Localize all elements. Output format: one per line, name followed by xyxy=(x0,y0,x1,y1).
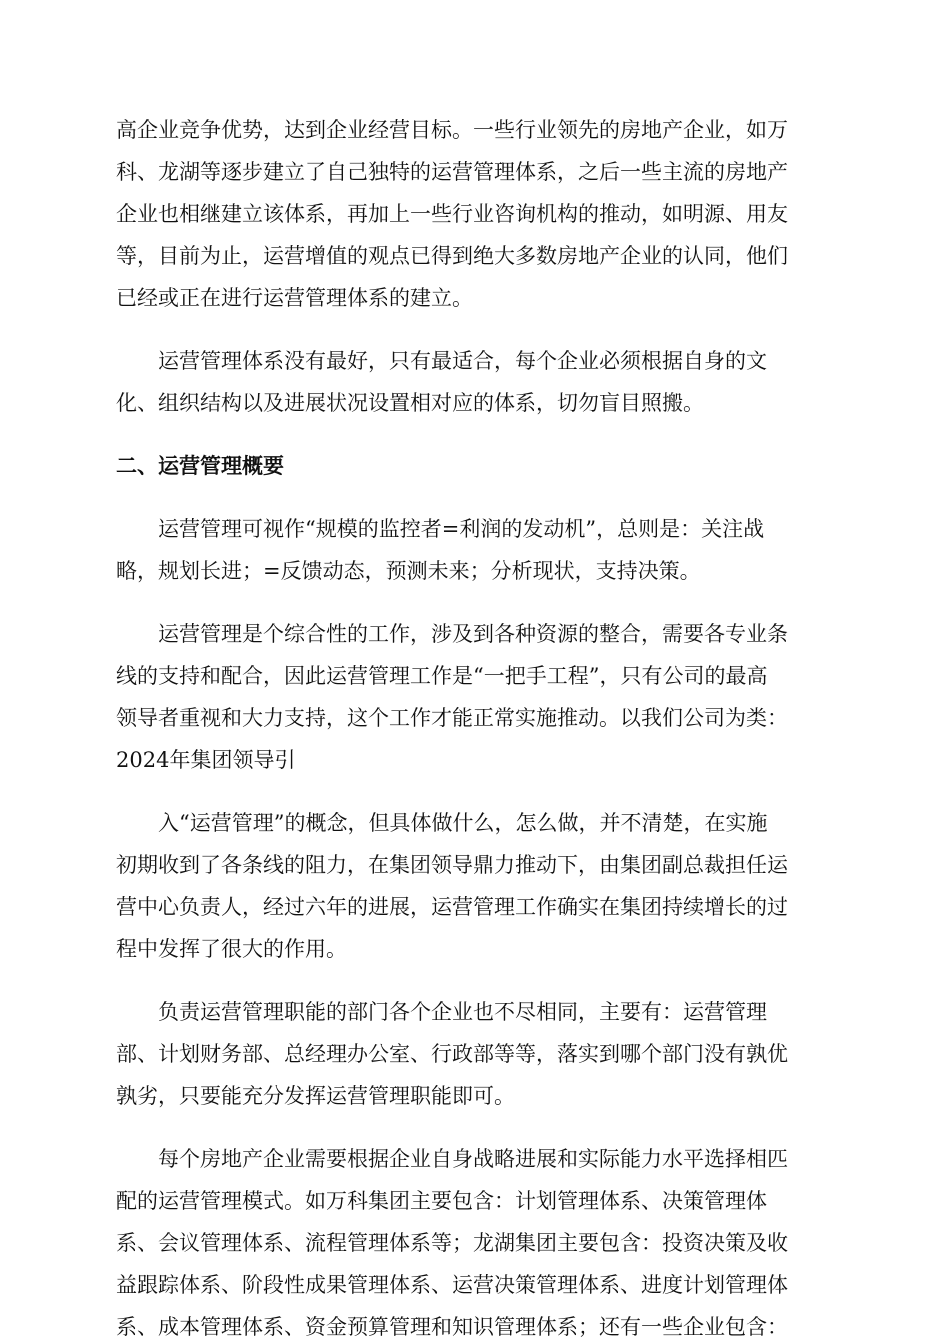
text-line: 已经或正在进行运营管理体系的建立。 xyxy=(116,286,473,310)
text-line: 化、组织结构以及进展状况设置相对应的体系，切勿盲目照搬。 xyxy=(116,391,704,415)
text-line: 2024年集团领导引 xyxy=(116,748,296,772)
text-line: 营中心负责人，经过六年的进展，运营管理工作确实在集团持续增长的过 xyxy=(116,895,788,919)
text-line: 科、龙湖等逐步建立了自己独特的运营管理体系，之后一些主流的房地产 xyxy=(116,160,788,184)
text-line: 企业也相继建立该体系，再加上一些行业咨询机构的推动，如明源、用友 xyxy=(116,202,788,226)
text-line: 系、成本管理体系、资金预算管理和知识管理体系；还有一些企业包含： xyxy=(116,1315,788,1339)
text-line: 运营管理可视作“规模的监控者=利润的发动机”，总则是：关注战 xyxy=(158,517,765,541)
text-line: 运营管理是个综合性的工作，涉及到各种资源的整合，需要各专业条 xyxy=(158,622,788,646)
text-line: 等，目前为止，运营增值的观点已得到绝大多数房地产企业的认同，他们 xyxy=(116,244,788,268)
text-line: 每个房地产企业需要根据企业自身战略进展和实际能力水平选择相匹 xyxy=(158,1147,788,1171)
text-line: 线的支持和配合，因此运营管理工作是“一把手工程”，只有公司的最高 xyxy=(116,664,768,688)
text-line: 程中发挥了很大的作用。 xyxy=(116,937,347,961)
text-line: 孰劣，只要能充分发挥运营管理职能即可。 xyxy=(116,1084,515,1108)
text-line: 入“运营管理”的概念，但具体做什么，怎么做，并不清楚，在实施 xyxy=(158,811,768,835)
text-line: 负责运营管理职能的部门各个企业也不尽相同，主要有：运营管理 xyxy=(158,1000,767,1024)
text-line: 初期收到了各条线的阻力，在集团领导鼎力推动下，由集团副总裁担任运 xyxy=(116,853,788,877)
text-line: 配的运营管理模式。如万科集团主要包含：计划管理体系、决策管理体 xyxy=(116,1189,767,1213)
text-line: 高企业竞争优势，达到企业经营目标。一些行业领先的房地产企业，如万 xyxy=(116,118,788,142)
text-line: 运营管理体系没有最好，只有最适合，每个企业必须根据自身的文 xyxy=(158,349,767,373)
text-line: 益跟踪体系、阶段性成果管理体系、运营决策管理体系、进度计划管理体 xyxy=(116,1273,788,1297)
text-line: 领导者重视和大力支持，这个工作才能正常实施推动。以我们公司为类： xyxy=(116,706,788,730)
section-heading: 二、运营管理概要 xyxy=(116,454,284,478)
text-line: 部、计划财务部、总经理办公室、行政部等等，落实到哪个部门没有孰优 xyxy=(116,1042,788,1066)
text-line: 略，规划长进；=反馈动态，预测未来；分析现状，支持决策。 xyxy=(116,559,701,583)
text-line: 系、会议管理体系、流程管理体系等；龙湖集团主要包含：投资决策及收 xyxy=(116,1231,788,1255)
